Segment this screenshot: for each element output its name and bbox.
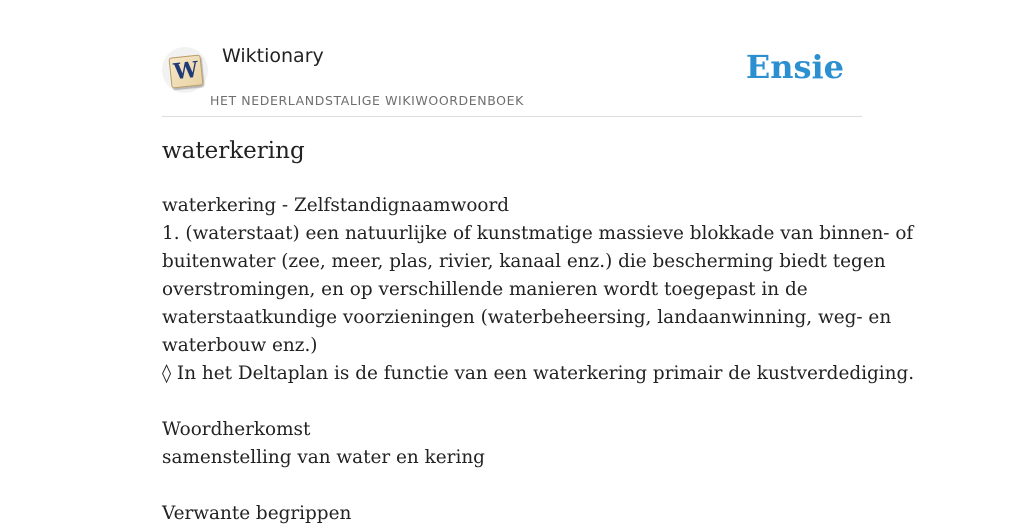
etymology-heading: Woordherkomst <box>162 419 311 440</box>
definition-line: overstromingen, en op verschillende manieren wordt toegepast in de <box>162 279 808 300</box>
site-tagline: HET NEDERLANDSTALIGE WIKIWOORDENBOEK <box>210 93 524 108</box>
definition-line: 1. (waterstaat) een natuurlijke of kunstmatige massieve blokkade van binnen- of <box>162 223 914 244</box>
etymology-text: samenstelling van water en kering <box>162 447 485 468</box>
site-name[interactable]: Wiktionary <box>222 45 324 67</box>
definition-line: buitenwater (zee, meer, plas, rivier, kanaal enz.) die bescherming biedt tegen <box>162 251 886 272</box>
example-sentence: ◊ In het Deltaplan is de functie van een waterkering primair de kustverdediging. <box>162 363 915 384</box>
related-terms-heading: Verwante begrippen <box>162 503 352 524</box>
spacer <box>162 472 862 500</box>
page-title: waterkering <box>162 138 305 164</box>
definition-line: waterbouw enz.) <box>162 335 318 356</box>
page <box>162 0 915 524</box>
spacer <box>162 388 862 416</box>
entry-content <box>162 192 915 528</box>
definition-line: waterstaatkundige voorzieningen (waterbeheersing, landaanwinning, weg- en <box>162 307 892 328</box>
part-of-speech-line: waterkering - Zelfstandignaamwoord <box>162 195 510 216</box>
wiktionary-logo[interactable] <box>162 47 208 93</box>
ensie-brand-link[interactable]: Ensie <box>745 48 844 86</box>
header <box>162 0 862 117</box>
w-tile-icon: W <box>168 54 203 88</box>
